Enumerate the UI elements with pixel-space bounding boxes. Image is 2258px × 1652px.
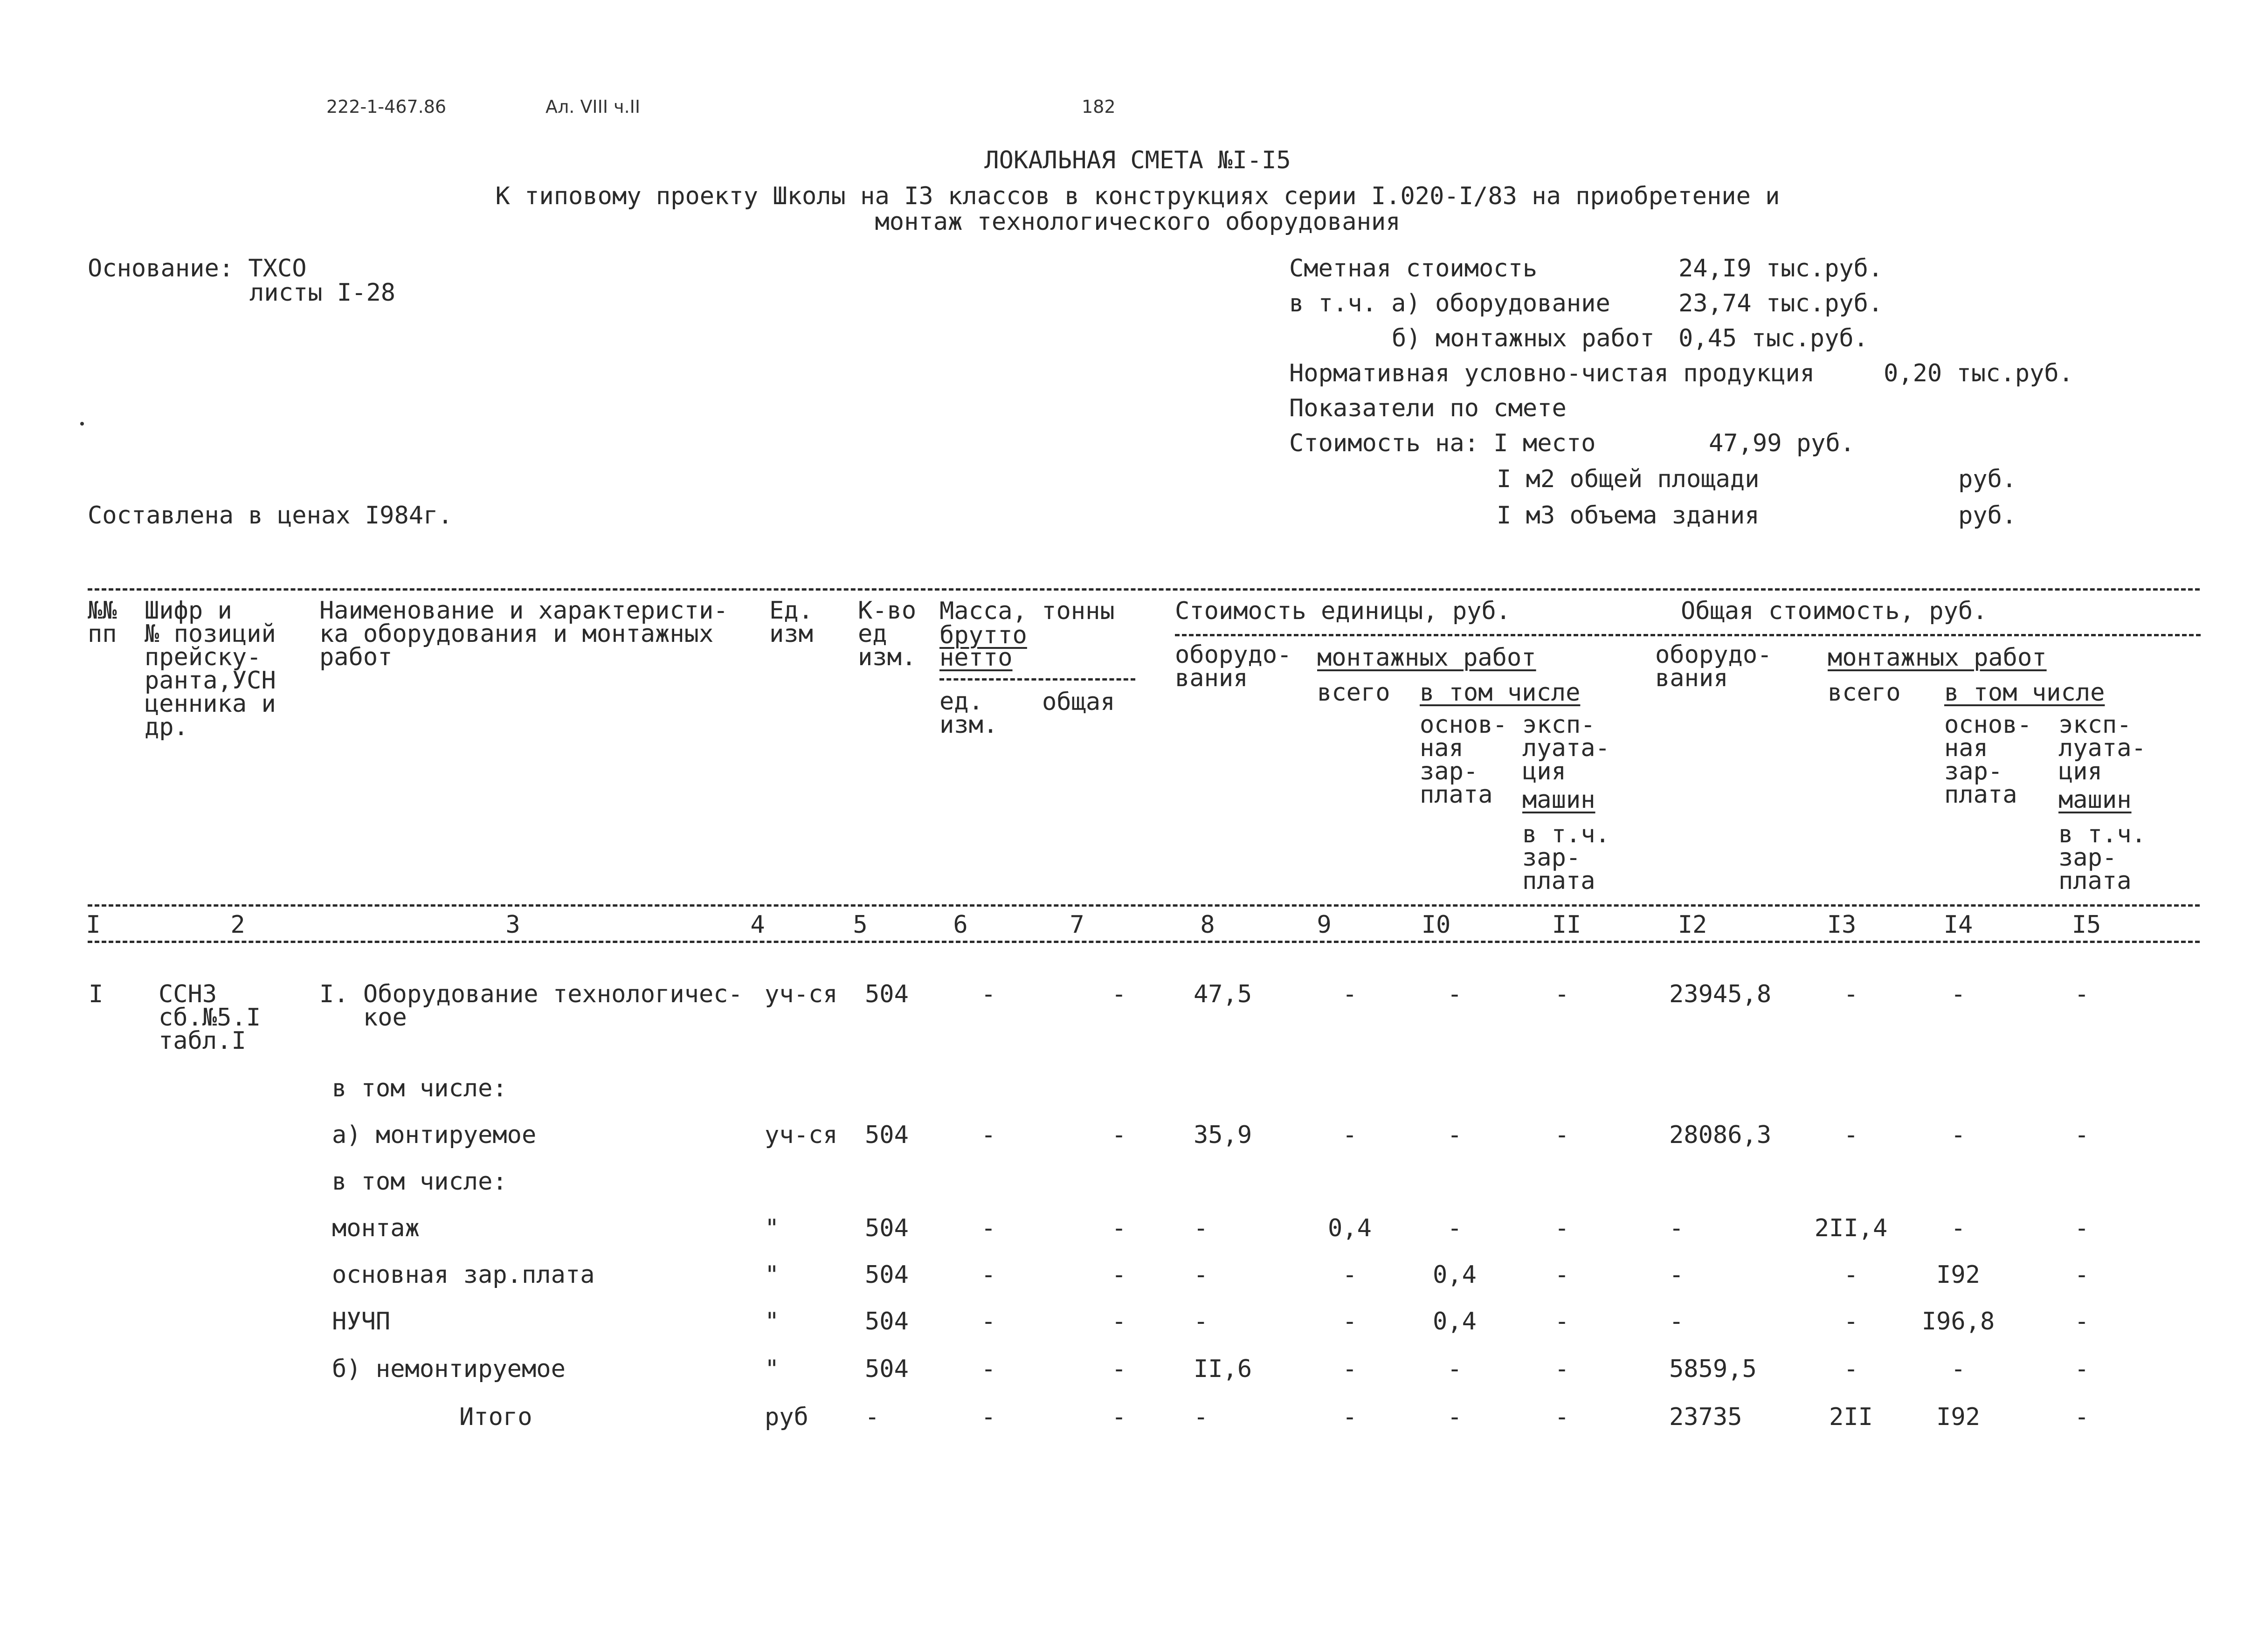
cell-c8: - [1194,1403,1208,1431]
cell-c9: - [1342,1355,1357,1383]
col-header-unit-equipment: оборудо- вания [1175,641,1292,692]
col-header-name: Наименование и характеристи- ка оборудования и монтажных работ [319,597,728,671]
cell-c13: - [1844,1121,1858,1149]
cell-c10: - [1447,1214,1462,1242]
cell-c10: 0,4 [1433,1261,1477,1289]
cell-qty: - [865,1403,880,1431]
cell-name: в том числе: [332,1168,507,1196]
cell-c8: II,6 [1194,1355,1252,1383]
cell-name: б) немонтируемое [332,1355,566,1383]
col-number-6: 6 [953,911,968,939]
summary-net-product-value: 0,20 тыс.руб. [1884,359,2073,387]
cell-n: I [89,980,104,1008]
cell-c9: - [1342,980,1357,1008]
col-number-14: I4 [1943,911,1973,939]
document-subtitle-line1: К типовому проекту Школы на I3 классов в конструкциях серии I.020-I/83 на приобретение и [495,182,1780,210]
column-number-rule [88,941,2200,943]
cell-unit: " [765,1214,780,1242]
summary-net-product-label: Нормативная условно-чистая продукция [1289,359,1815,387]
scan-speck [80,422,84,426]
album-ref: Ал. VIII ч.II [546,96,641,117]
summary-cost-per-m3-label: I м3 объема здания [1497,502,1760,530]
cell-c7: - [1112,980,1126,1008]
document-title: ЛОКАЛЬНАЯ СМЕТА №I-I5 [984,146,1291,174]
summary-equipment-label: в т.ч. а) оборудование [1289,289,1610,317]
cell-c7: - [1112,1214,1126,1242]
cell-c15: - [2074,1403,2089,1431]
cell-c9: - [1342,1403,1357,1431]
cell-qty: 504 [865,1261,909,1289]
cell-c10: - [1447,980,1462,1008]
cell-qty: 504 [865,1355,909,1383]
cell-c6: - [981,1261,996,1289]
cell-c7: - [1112,1403,1126,1431]
cell-c14: I96,8 [1921,1308,1995,1335]
cell-c13: 2II [1829,1403,1873,1431]
cell-c14: - [1951,1121,1966,1149]
col-header-total-equipment: оборудо- вания [1655,641,1772,692]
summary-cost-per-m2-value: руб. [1958,465,2017,493]
col-number-7: 7 [1070,911,1084,939]
summary-cost-per-place-value: 47,99 руб. [1709,429,1855,457]
document-subtitle-line2: монтаж технологического оборудования [875,208,1401,236]
document-code: 222-1-467.86 [326,96,447,117]
price-level: Составлена в ценах I984г. [88,502,453,530]
table-top-rule [88,588,2200,591]
col-header-total-salary: основ- ная зар- плата [1944,711,2032,809]
summary-cost-per-m2-label: I м2 общей площади [1497,465,1760,493]
cell-c10: - [1447,1121,1462,1149]
col-header-unit-machines: эксп- луата- ция [1522,711,1610,785]
col-header-total-machines-u: машин [2058,786,2132,814]
cell-c10: 0,4 [1433,1308,1477,1335]
cell-c7: - [1112,1355,1126,1383]
cell-c11: - [1554,1261,1569,1289]
col-number-5: 5 [853,911,868,939]
cell-c12: 23945,8 [1669,980,1772,1008]
cell-c15: - [2074,980,2089,1008]
cell-c11: - [1554,1308,1569,1335]
header-bottom-rule [88,904,2200,907]
cell-c9: 0,4 [1328,1214,1372,1242]
summary-cost-per-m3-value: руб. [1958,502,2017,530]
col-number-9: 9 [1317,911,1332,939]
cell-c8: - [1194,1308,1208,1335]
col-number-11: II [1552,911,1581,939]
cell-c14: I92 [1936,1261,1980,1289]
cell-c10: - [1447,1355,1462,1383]
cell-c12: - [1669,1214,1684,1242]
col-number-12: I2 [1678,911,1707,939]
col-header-unit-mounting: монтажных работ [1317,644,1536,672]
cell-c11: - [1554,1403,1569,1431]
cell-unit: руб [765,1403,808,1431]
basis-sheets: листы I-28 [249,279,396,307]
col-number-4: 4 [750,911,765,939]
col-header-total-cost: Общая стоимость, руб. [1681,597,1988,625]
col-number-10: I0 [1421,911,1451,939]
cell-c11: - [1554,1214,1569,1242]
col-header-total-machines-salary: в т.ч. зар- плата [2058,820,2146,895]
col-header-mass-brutto: брутто [939,621,1027,649]
mass-subheader-rule [939,678,1135,681]
summary-equipment-value: 23,74 тыс.руб. [1678,289,1883,317]
cell-c9: - [1342,1121,1357,1149]
col-header-quantity: К-во ед изм. [858,597,917,671]
cell-name: I. Оборудование технологичес- кое [319,980,743,1032]
cell-c6: - [981,1308,996,1335]
cell-c15: - [2074,1308,2089,1335]
cell-c12: - [1669,1261,1684,1289]
cell-name: а) монтируемое [332,1121,537,1149]
cell-c6: - [981,980,996,1008]
col-header-mass: Масса, тонны [939,597,1115,625]
col-header-total-incl: в том числе [1944,679,2105,707]
col-header-unit-salary: основ- ная зар- плата [1420,711,1507,809]
col-header-mass-netto: нетто [939,644,1013,672]
cell-c12: 5859,5 [1669,1355,1757,1383]
summary-installation-label: б) монтажных работ [1392,324,1655,352]
cell-c13: - [1844,1308,1858,1335]
col-number-8: 8 [1200,911,1215,939]
col-header-unit-machines-salary: в т.ч. зар- плата [1522,820,1610,895]
cost-subheader-rule [1175,634,2201,636]
cell-c14: - [1951,1355,1966,1383]
col-header-unit: Ед. изм [769,597,813,648]
cell-c8: 35,9 [1194,1121,1252,1149]
cell-c11: - [1554,980,1569,1008]
col-number-1: I [86,911,101,939]
cell-c13: - [1844,980,1858,1008]
cell-name: в том числе: [332,1074,507,1102]
cell-qty: 504 [865,1214,909,1242]
summary-indicators-label: Показатели по смете [1289,394,1567,422]
cell-c11: - [1554,1355,1569,1383]
cell-c7: - [1112,1261,1126,1289]
summary-estimated-cost-label: Сметная стоимость [1289,255,1538,282]
col-header-total-machines: эксп- луата- ция [2058,711,2146,785]
col-number-2: 2 [230,911,245,939]
cell-unit: " [765,1261,780,1289]
cell-c14: - [1951,1214,1966,1242]
col-number-13: I3 [1827,911,1857,939]
cell-unit: уч-ся [765,1121,838,1149]
cell-c8: - [1194,1261,1208,1289]
cell-c12: 28086,3 [1669,1121,1772,1149]
cell-c12: - [1669,1308,1684,1335]
cell-name: основная зар.плата [332,1261,595,1289]
col-header-number: №№ пп [88,597,117,648]
cell-c9: - [1342,1261,1357,1289]
cell-qty: 504 [865,980,909,1008]
col-header-mass-total: общая [1042,688,1115,716]
col-header-mass-unit: ед. изм. [939,688,998,739]
cell-c15: - [2074,1355,2089,1383]
col-header-unit-cost: Стоимость единицы, руб. [1175,597,1511,625]
col-header-total-all: всего [1828,679,1901,707]
cell-c7: - [1112,1121,1126,1149]
summary-installation-value: 0,45 тыс.руб. [1678,324,1868,352]
cell-code: ССН3 сб.№5.I табл.I [159,980,261,1055]
cell-c14: I92 [1936,1403,1980,1431]
cell-c14: - [1951,980,1966,1008]
cell-c15: - [2074,1121,2089,1149]
cell-c9: - [1342,1308,1357,1335]
cell-c12: 23735 [1669,1403,1742,1431]
cell-qty: 504 [865,1308,909,1335]
cell-c8: - [1194,1214,1208,1242]
col-header-code: Шифр и № позиций прейску- ранта,УСН ценника и др. [145,597,276,741]
cell-unit: " [765,1355,780,1383]
cell-c13: - [1844,1355,1858,1383]
cell-c13: 2II,4 [1814,1214,1888,1242]
col-header-unit-all: всего [1317,679,1390,707]
cell-c10: - [1447,1403,1462,1431]
cell-unit: уч-ся [765,980,838,1008]
cell-c6: - [981,1214,996,1242]
cell-c6: - [981,1403,996,1431]
cell-c6: - [981,1355,996,1383]
col-header-total-mounting: монтажных работ [1828,644,2047,672]
cell-c15: - [2074,1261,2089,1289]
cell-unit: " [765,1308,780,1335]
cell-c13: - [1844,1261,1858,1289]
cell-qty: 504 [865,1121,909,1149]
cell-c15: - [2074,1214,2089,1242]
col-header-unit-incl: в том числе [1420,679,1581,707]
cell-c7: - [1112,1308,1126,1335]
col-number-15: I5 [2072,911,2101,939]
col-number-3: 3 [505,911,520,939]
cell-name: Итого [459,1403,532,1431]
cell-c6: - [981,1121,996,1149]
summary-estimated-cost-value: 24,I9 тыс.руб. [1678,255,1883,282]
basis-label: Основание: ТХСО [88,255,307,282]
cell-name: НУЧП [332,1308,391,1335]
page-number: 182 [1082,96,1116,117]
summary-cost-per-place-label: Стоимость на: I место [1289,429,1596,457]
cell-name: монтаж [332,1214,420,1242]
col-header-unit-machines-u: машин [1522,786,1595,814]
cell-c8: 47,5 [1194,980,1252,1008]
cell-c11: - [1554,1121,1569,1149]
